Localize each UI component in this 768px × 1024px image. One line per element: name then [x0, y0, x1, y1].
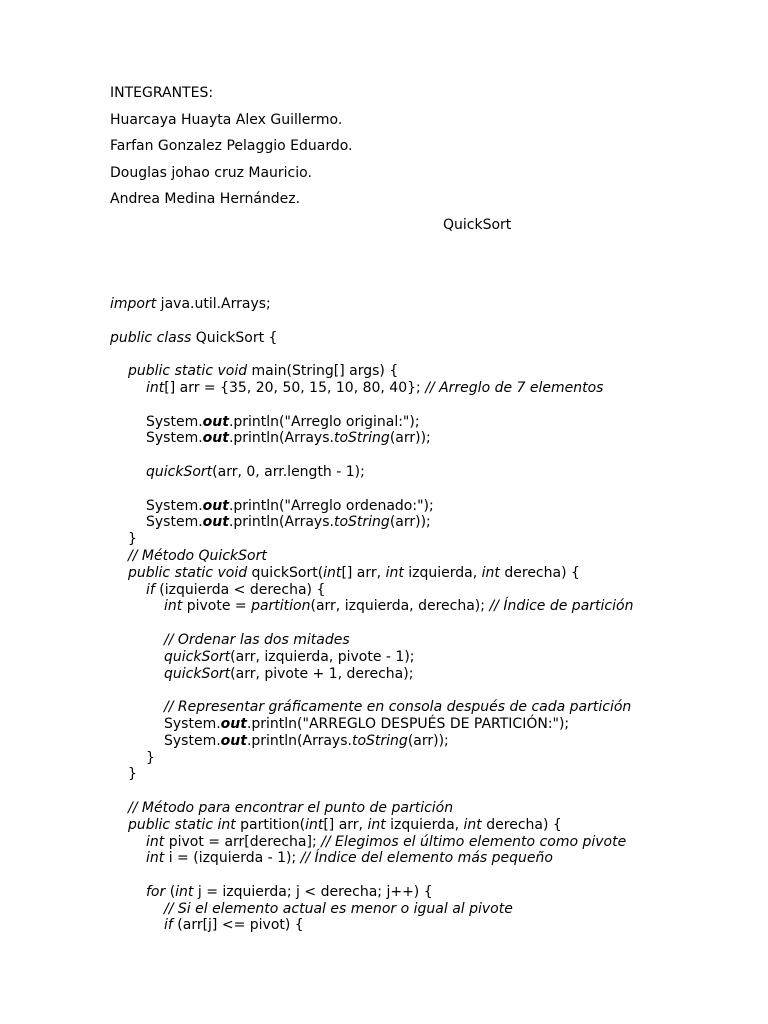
- member-name: Huarcaya Huayta Alex Guillermo.: [110, 111, 343, 128]
- code-line: public static int partition(int[] arr, int izquierda, int derecha) {: [128, 816, 562, 833]
- code-line: int pivot = arr[derecha]; // Elegimos el último elemento como pivote: [146, 833, 627, 850]
- code-comment: // Si el elemento actual es menor o igual al pivote: [164, 900, 513, 917]
- member-name: Farfan Gonzalez Pelaggio Eduardo.: [110, 138, 353, 155]
- code-line: System.out.println(Arrays.toString(arr));: [164, 732, 449, 749]
- member-name: Andrea Medina Hernández.: [110, 191, 301, 208]
- code-line: System.out.println("Arreglo ordenado:");: [146, 497, 434, 514]
- code-line: }: [128, 766, 137, 783]
- code-line: System.out.println("ARREGLO DESPUÉS DE PARTICIÓN:");: [164, 715, 570, 732]
- code-line: public class QuickSort {: [110, 329, 278, 346]
- document-title: QuickSort: [443, 217, 512, 233]
- code-line: int i = (izquierda - 1); // Índice del elemento más pequeño: [146, 850, 553, 867]
- code-comment: // Representar gráficamente en consola después de cada partición: [164, 699, 632, 716]
- code-line: quickSort(arr, 0, arr.length - 1);: [146, 463, 365, 480]
- code-comment: // Ordenar las dos mitades: [164, 631, 350, 648]
- code-comment: // Método QuickSort: [128, 547, 267, 564]
- code-line: public static void quickSort(int[] arr, int izquierda, int derecha) {: [128, 564, 580, 581]
- code-line: quickSort(arr, pivote + 1, derecha);: [164, 665, 414, 682]
- code-line: System.out.println("Arreglo original:");: [146, 413, 420, 430]
- code-line: if (izquierda < derecha) {: [146, 581, 326, 598]
- code-line: if (arr[j] <= pivot) {: [164, 917, 304, 934]
- code-listing: [110, 296, 750, 934]
- member-name: Douglas johao cruz Mauricio.: [110, 164, 312, 181]
- code-line: }: [128, 531, 137, 548]
- code-line: import java.util.Arrays;: [110, 296, 271, 312]
- code-line: }: [146, 749, 155, 766]
- code-line: public static void main(String[] args) {: [128, 363, 399, 380]
- members-heading: INTEGRANTES:: [110, 85, 214, 101]
- code-line: for (int j = izquierda; j < derecha; j++) {: [146, 883, 433, 900]
- members-block: [110, 84, 353, 217]
- code-comment: // Método para encontrar el punto de partición: [128, 799, 454, 816]
- code-line: System.out.println(Arrays.toString(arr));: [146, 514, 431, 531]
- code-line: int pivote = partition(arr, izquierda, derecha); // Índice de partición: [164, 598, 634, 615]
- code-line: quickSort(arr, izquierda, pivote - 1);: [164, 648, 415, 665]
- code-line: int[] arr = {35, 20, 50, 15, 10, 80, 40}; // Arreglo de 7 elementos: [146, 379, 604, 396]
- code-line: System.out.println(Arrays.toString(arr));: [146, 430, 431, 447]
